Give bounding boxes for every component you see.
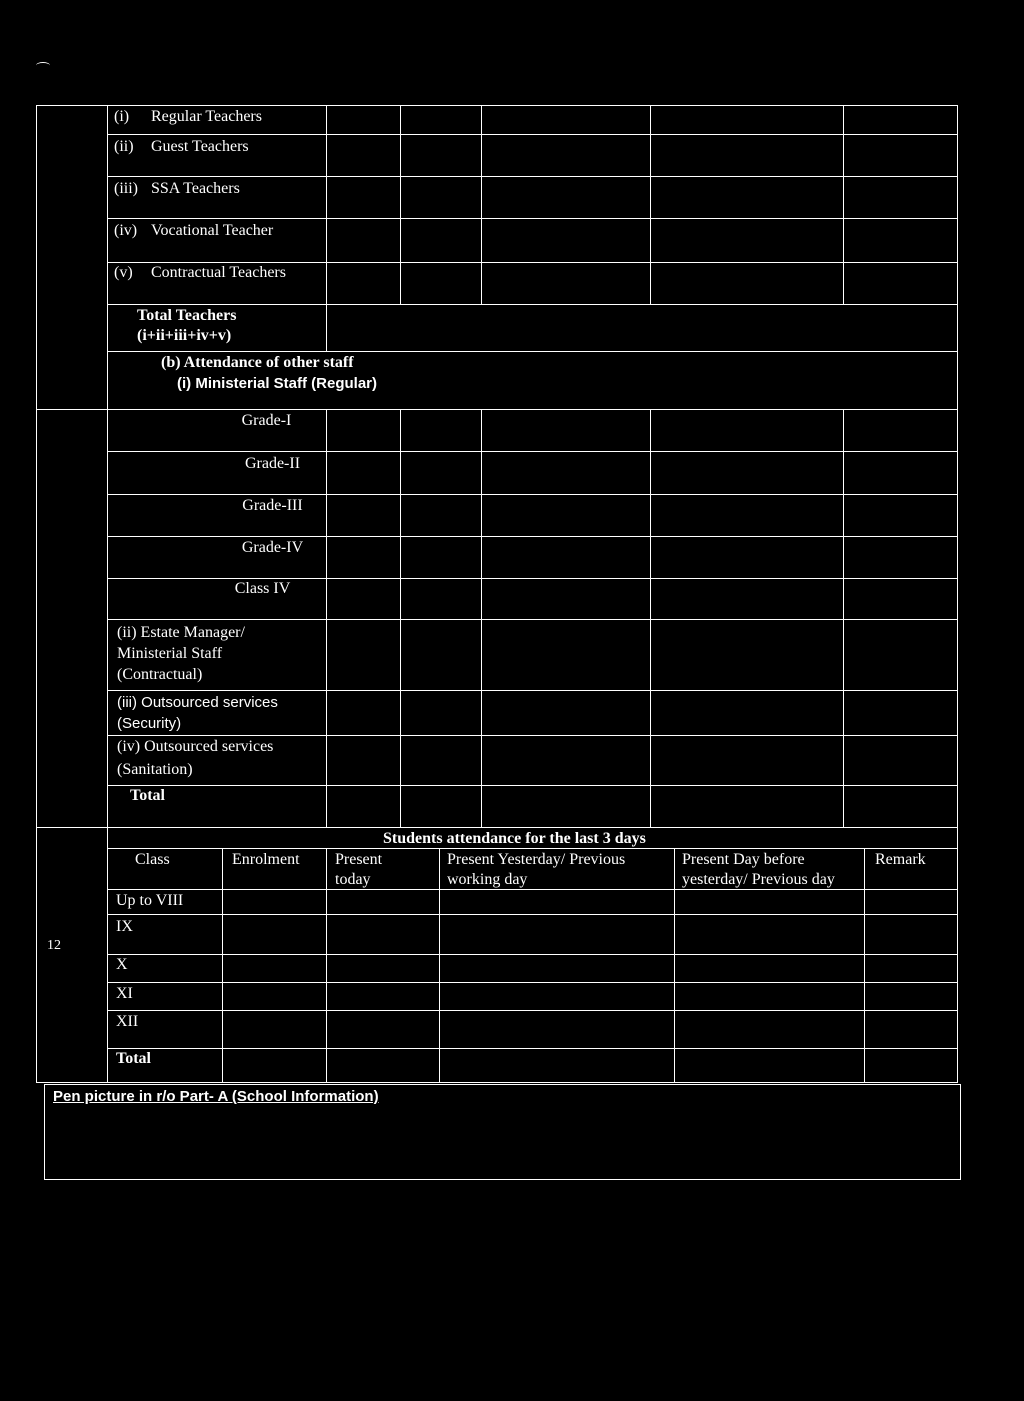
security-label: (Security) xyxy=(117,715,182,732)
grade-label: Grade-III xyxy=(242,497,303,514)
class-row-label: X xyxy=(116,956,128,973)
grade-label: Class IV xyxy=(234,580,291,597)
security-label: (iii) Outsourced services xyxy=(117,694,278,711)
row-number: (v) xyxy=(114,264,133,281)
row-number: (i) xyxy=(114,108,130,125)
row-label-ssa-teachers: SSA Teachers xyxy=(151,180,240,197)
row-number: (iii) xyxy=(114,180,138,197)
class-row-label: XII xyxy=(116,1013,139,1030)
row-number: (iv) xyxy=(114,222,138,239)
row-label-vocational-teacher: Vocational Teacher xyxy=(151,222,274,239)
header-present-day-before: Present Day before xyxy=(682,851,805,868)
row-label-guest-teachers: Guest Teachers xyxy=(151,138,249,155)
header-class: Class xyxy=(135,851,170,868)
sanitation-label: (iv) Outsourced services xyxy=(117,738,274,755)
staff-total-label: Total xyxy=(130,787,165,804)
grade-label: Grade-IV xyxy=(241,539,304,556)
estate-manager-label: Ministerial Staff xyxy=(117,645,223,662)
class-row-label: IX xyxy=(116,918,133,935)
header-present-yesterday: Present Yesterday/ Previous xyxy=(447,851,626,868)
grade-label: Grade-I xyxy=(241,412,292,429)
pen-picture-box xyxy=(44,1084,961,1180)
serial-number: 12 xyxy=(47,938,61,953)
pen-picture-text-area[interactable] xyxy=(45,1107,960,1179)
header-present-yesterday: working day xyxy=(447,871,528,888)
estate-manager-label: (ii) Estate Manager/ xyxy=(117,624,245,641)
header-enrolment: Enrolment xyxy=(232,851,300,868)
estate-manager-label: (Contractual) xyxy=(117,666,203,683)
row-number: (ii) xyxy=(114,138,134,155)
ministerial-staff-heading: (i) Ministerial Staff (Regular) xyxy=(177,375,378,392)
grade-label: Grade-II xyxy=(244,455,301,472)
header-present-today: Present xyxy=(335,851,383,868)
header-remark: Remark xyxy=(875,851,926,868)
class-row-label: XI xyxy=(116,985,133,1002)
class-row-label: Up to VIII xyxy=(116,892,184,909)
total-teachers-label: Total Teachers xyxy=(137,307,237,324)
students-total-label: Total xyxy=(116,1050,151,1067)
pen-picture-title: Pen picture in r/o Part- A (School Information) xyxy=(53,1088,379,1105)
sanitation-label: (Sanitation) xyxy=(117,761,193,778)
total-teachers-formula: (i+ii+iii+iv+v) xyxy=(137,327,232,344)
page-mark xyxy=(36,62,50,69)
students-attendance-title: Students attendance for the last 3 days xyxy=(383,830,646,847)
row-label-contractual-teachers: Contractual Teachers xyxy=(151,264,286,281)
header-present-day-before: yesterday/ Previous day xyxy=(682,871,835,888)
row-label-regular-teachers: Regular Teachers xyxy=(151,108,262,125)
other-staff-heading: (b) Attendance of other staff xyxy=(161,354,354,371)
header-present-today: today xyxy=(335,871,371,888)
